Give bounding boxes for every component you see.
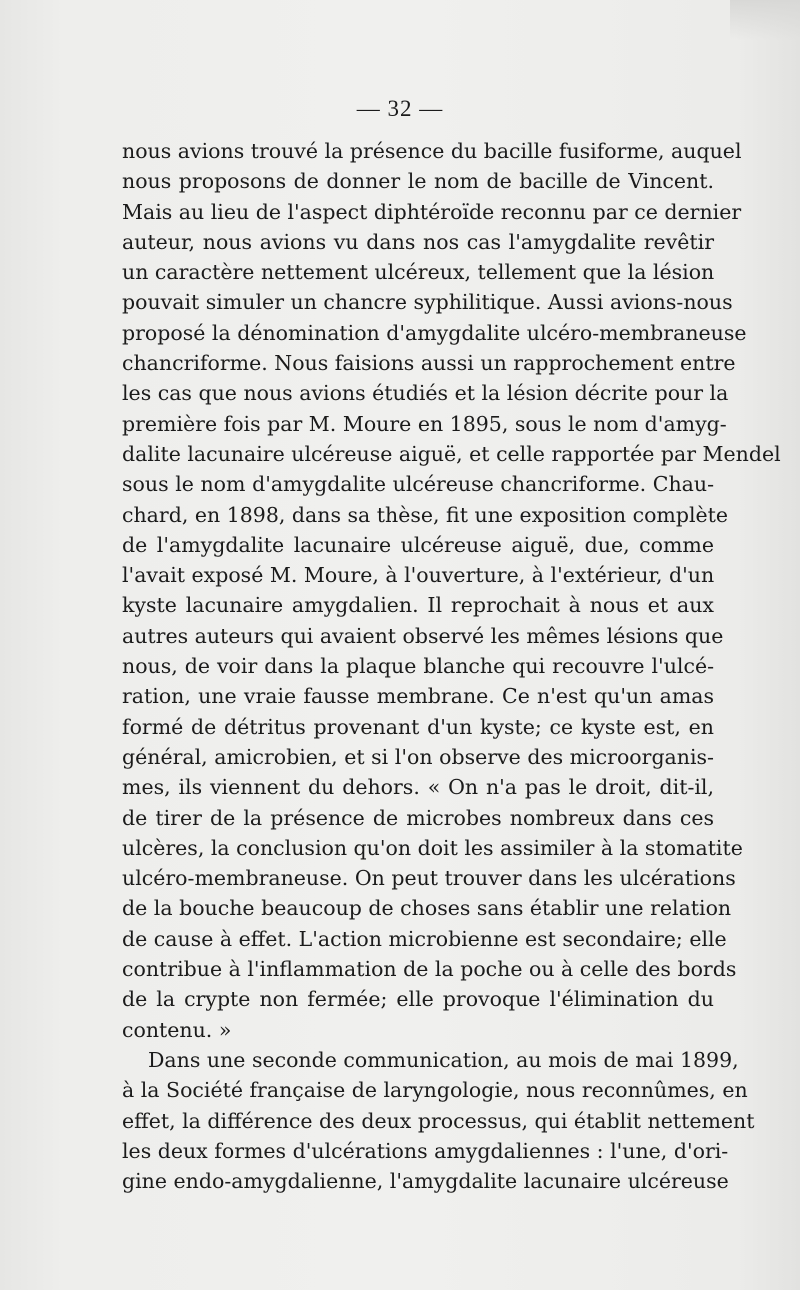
text-line-paragraph-start: Dans une seconde communication, au mois de mai 1899,	[148, 1047, 739, 1072]
text-line: de cause à effet. L'action microbienne est secondaire; elle	[122, 926, 727, 951]
text-line: nous, de voir dans la plaque blanche qui recouvre l'ulcé-	[122, 654, 714, 679]
text-line: première fois par M. Moure en 1895, sous le nom d'amyg-	[122, 411, 727, 436]
page-edge-shadow	[730, 0, 800, 40]
text-line: formé de détritus provenant d'un kyste; ce kyste est, en	[122, 714, 714, 739]
text-line: chancriforme. Nous faisions aussi un rapprochement entre	[122, 351, 736, 376]
text-line: ulcères, la conclusion qu'on doit les assimiler à la stomatite	[122, 835, 743, 860]
text-line: de la crypte non fermée; elle provoque l'élimination du	[122, 987, 714, 1012]
text-line: proposé la dénomination d'amygdalite ulcéro-membraneuse	[122, 320, 747, 345]
text-line: gine endo-amygdalienne, l'amygdalite lacunaire ulcéreuse	[122, 1169, 729, 1194]
text-line: de tirer de la présence de microbes nombreux dans ces	[122, 805, 714, 830]
text-line: les deux formes d'ulcérations amygdaliennes : l'une, d'ori-	[122, 1138, 729, 1163]
text-line-paragraph-end: contenu. »	[122, 1017, 232, 1042]
text-line: un caractère nettement ulcéreux, tellement que la lésion	[122, 260, 715, 285]
text-line: les cas que nous avions étudiés et la lésion décrite pour la	[122, 381, 729, 406]
text-line: pouvait simuler un chancre syphilitique. Aussi avions-nous	[122, 290, 733, 315]
body-text	[122, 136, 781, 1196]
text-line: dalite lacunaire ulcéreuse aiguë, et celle rapportée par Mendel	[122, 441, 781, 466]
text-line: auteur, nous avions vu dans nos cas l'amygdalite revêtir	[122, 229, 714, 254]
text-line: kyste lacunaire amygdalien. Il reprochait à nous et aux	[122, 593, 714, 618]
page-number: — 32 —	[356, 96, 444, 121]
text-line: autres auteurs qui avaient observé les mêmes lésions que	[122, 623, 724, 648]
text-line: de l'amygdalite lacunaire ulcéreuse aiguë, due, comme	[122, 532, 714, 557]
text-line: effet, la différence des deux processus, qui établit nettement	[122, 1108, 755, 1133]
text-line: général, amicrobien, et si l'on observe des microorganis-	[122, 744, 714, 769]
text-line: chard, en 1898, dans sa thèse, fit une exposition complète	[122, 502, 729, 527]
text-line: de la bouche beaucoup de choses sans établir une relation	[122, 896, 732, 921]
text-line: nous proposons de donner le nom de bacille de Vincent.	[122, 169, 714, 194]
text-line: Mais au lieu de l'aspect diphtéroïde reconnu par ce dernier	[122, 199, 742, 224]
text-line: contribue à l'inflammation de la poche ou à celle des bords	[122, 957, 737, 982]
text-line: l'avait exposé M. Moure, à l'ouverture, à l'extérieur, d'un	[122, 563, 715, 588]
text-line: ulcéro-membraneuse. On peut trouver dans les ulcérations	[122, 866, 736, 891]
text-line: ration, une vraie fausse membrane. Ce n'est qu'un amas	[122, 684, 714, 709]
text-line: sous le nom d'amygdalite ulcéreuse chancriforme. Chau-	[122, 472, 714, 497]
text-line: mes, ils viennent du dehors. « On n'a pas le droit, dit-il,	[122, 775, 714, 800]
text-line: à la Société française de laryngologie, nous reconnûmes, en	[122, 1078, 748, 1103]
text-line: nous avions trouvé la présence du bacille fusiforme, auquel	[122, 139, 742, 163]
